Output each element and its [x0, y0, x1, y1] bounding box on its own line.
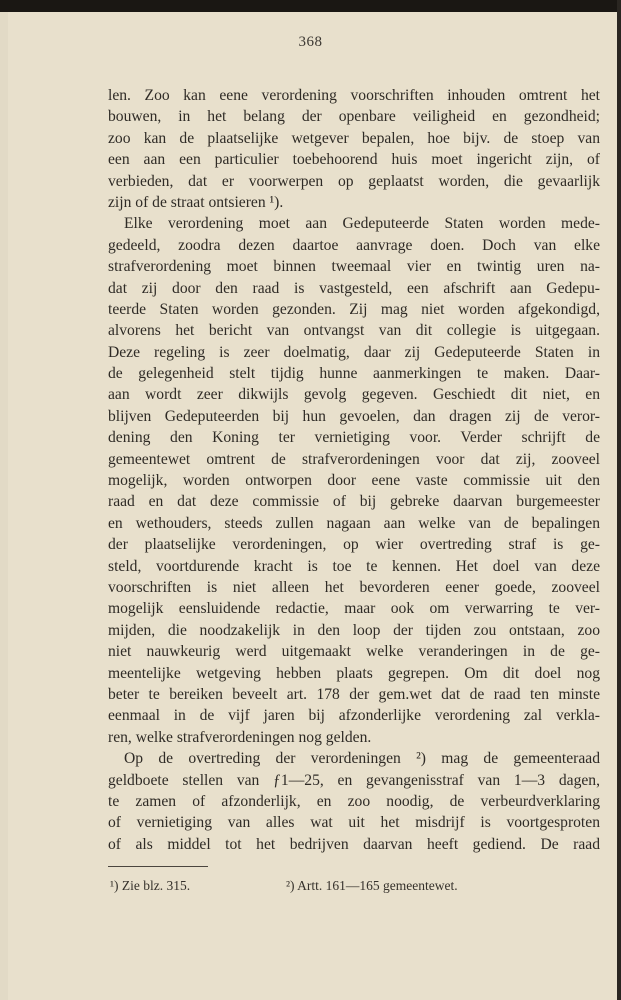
- page-number: 368: [298, 34, 323, 50]
- text-line: Deze regeling is zeer doelmatig, daar zij Gedeputeerde Staten in: [108, 343, 600, 361]
- text-line: de gelegenheid stelt tijdig hunne aanmerkingen te maken. Daar-: [108, 365, 600, 383]
- text-line: der plaatselijke verordeningen, op wier overtreding straf is ge-: [108, 536, 600, 554]
- text-line: meentelijke wetgeving hebben plaats gegrepen. Om dit doel nog: [108, 664, 600, 682]
- text-line: beter te bereiken beveelt art. 178 der gem.wet dat de raad ten minste: [108, 685, 600, 703]
- text-line: niet nauwkeurig werd uitgemaakt welke veranderingen in de ge-: [108, 643, 600, 661]
- text-line: steld, voortdurende kracht is toe te kennen. Het doel van deze: [108, 557, 600, 575]
- footnote-rule: [108, 866, 208, 867]
- text-line: of vernietiging van alles wat uit het misdrijf is voortgesproten: [108, 814, 600, 832]
- scan-right-border: [617, 0, 621, 1000]
- text-line: gemeentewet omtrent de strafverordeningen voor dat zij, zooveel: [108, 450, 600, 468]
- text-line: dening den Koning ter vernietiging voor. Verder schrijft de: [108, 429, 600, 447]
- text-line: bouwen, in het belang der openbare veiligheid en gezondheid;: [108, 108, 600, 126]
- text-line: te zamen of afzonderlijk, en zoo noodig, de verbeurdverklaring: [108, 792, 600, 810]
- text-line: teerde Staten worden gezonden. Zij mag niet worden afgekondigd,: [108, 300, 600, 318]
- text-line: aan wordt zeer dikwijls gevolg gegeven. Geschiedt dit niet, en: [108, 386, 600, 404]
- text-line: blijven Gedeputeerden bij hun gevoelen, dan dragen zij de veror-: [108, 407, 600, 425]
- text-line: gedeeld, zoodra dezen daartoe aanvrage doen. Doch van elke: [108, 236, 600, 254]
- text-line: len. Zoo kan eene verordening voorschriften inhouden omtrent het: [108, 87, 600, 104]
- text-line: mogelijk, worden ontworpen door eene vaste commissie uit den: [108, 472, 600, 490]
- text-line: en wethouders, steeds zullen nagaan aan welke van de bepalingen: [108, 514, 600, 532]
- text-line: zoo kan de plaatselijke wetgever bepalen, hoe bijv. de stoep van: [108, 129, 600, 147]
- body-text: [108, 85, 600, 855]
- text-line: verbieden, dat er voorwerpen op geplaatst worden, die gevaarlijk: [108, 172, 600, 190]
- text-line: Elke verordening moet aan Gedeputeerde Staten worden mede-: [124, 215, 600, 233]
- text-line: een aan een particulier toebehoorend huis moet ingericht zijn, of: [108, 151, 600, 169]
- text-line: zijn of de straat ontsieren ¹).: [108, 193, 284, 211]
- text-line: of als middel tot het bedrijven daarvan heeft gediend. De raad: [108, 835, 600, 853]
- footnote-1: ¹) Zie blz. 315.: [110, 878, 191, 893]
- scan-top-border: [0, 0, 621, 12]
- text-line: mijden, die noodzakelijk in den loop der tijden zou ontstaan, zoo: [108, 621, 600, 639]
- text-line: eenmaal in de vijf jaren bij afzonderlijke verordening zal verkla-: [108, 707, 600, 725]
- text-line: Op de overtreding der verordeningen ²) mag de gemeenteraad: [124, 750, 600, 768]
- footnote-2: ²) Artt. 161—165 gemeentewet.: [286, 878, 458, 893]
- text-line: strafverordening moet binnen tweemaal vier en twintig uren na-: [108, 258, 600, 276]
- text-line: ren, welke strafverordeningen nog gelden.: [108, 728, 372, 746]
- text-line: alvorens het bericht van ontvangst van dit collegie is uitgegaan.: [108, 322, 600, 340]
- text-line: voorschriften is niet alleen het bevorderen eener goede, zooveel: [108, 578, 600, 596]
- text-line: raad en dat deze commissie of bij gebreke daarvan burgemeester: [108, 493, 600, 511]
- text-line: dat zij door den raad is vastgesteld, een afschrift aan Gedepu-: [108, 279, 600, 297]
- text-line: mogelijk eensluidende redactie, maar ook om verwarring te ver-: [108, 600, 600, 618]
- text-line: geldboete stellen van ƒ1—25, en gevangenisstraf van 1—3 dagen,: [108, 771, 600, 789]
